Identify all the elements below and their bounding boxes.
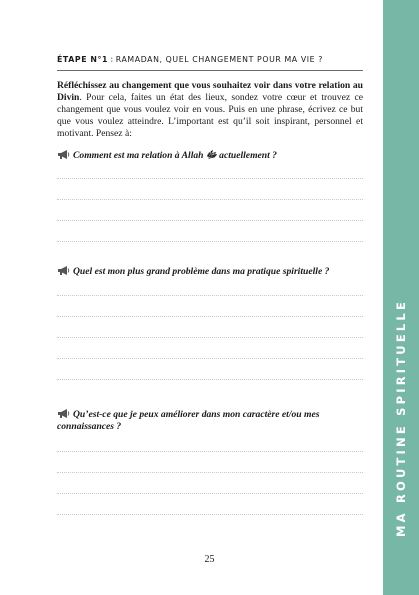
answer-line[interactable]	[57, 379, 363, 380]
answer-line[interactable]	[57, 199, 363, 200]
megaphone-icon	[57, 266, 70, 275]
intro-bold: Réfléchissez au changement que vous souhaitez voir dans votre relation au Divin	[57, 80, 363, 103]
section-label: MA ROUTINE SPIRITUELLE	[394, 299, 408, 537]
question-text: Qu’est-ce que je peux améliorer dans mon caractère et/ou mes connaissances ?	[57, 409, 320, 432]
question-text: Comment est ma relation à Allah ﷻ actuellement ?	[73, 150, 277, 161]
answer-line[interactable]	[57, 178, 363, 179]
megaphone-icon	[57, 409, 70, 418]
question-2	[57, 266, 363, 278]
answer-line[interactable]	[57, 451, 363, 452]
question-1	[57, 150, 363, 162]
answer-line[interactable]	[57, 337, 363, 338]
title-rule	[57, 70, 363, 71]
step-number: ÉTAPE N°1	[57, 55, 109, 64]
step-title	[57, 55, 323, 64]
answer-line[interactable]	[57, 316, 363, 317]
step-heading: RAMADAN, QUEL CHANGEMENT POUR MA VIE ?	[115, 55, 323, 64]
question-text: Quel est mon plus grand problème dans ma pratique spirituelle ?	[73, 266, 330, 277]
answer-line[interactable]	[57, 220, 363, 221]
step-separator: :	[110, 55, 114, 64]
megaphone-icon	[57, 150, 70, 159]
answer-line[interactable]	[57, 514, 363, 515]
answer-line[interactable]	[57, 493, 363, 494]
answer-line[interactable]	[57, 472, 363, 473]
page-number: 25	[204, 554, 215, 565]
intro-paragraph	[57, 80, 363, 140]
answer-line[interactable]	[57, 241, 363, 242]
intro-text: . Pour cela, faites un état des lieux, sondez votre cœur et trouvez ce changement que vous voulez voir en vous. Puis en une phrase, écrivez ce but que vous voulez atteindre. L’important est qu’il soit inspirant, personnel et motivant. Pensez à:	[57, 91, 363, 139]
answer-line[interactable]	[57, 295, 363, 296]
answer-line[interactable]	[57, 358, 363, 359]
question-3	[57, 409, 363, 433]
